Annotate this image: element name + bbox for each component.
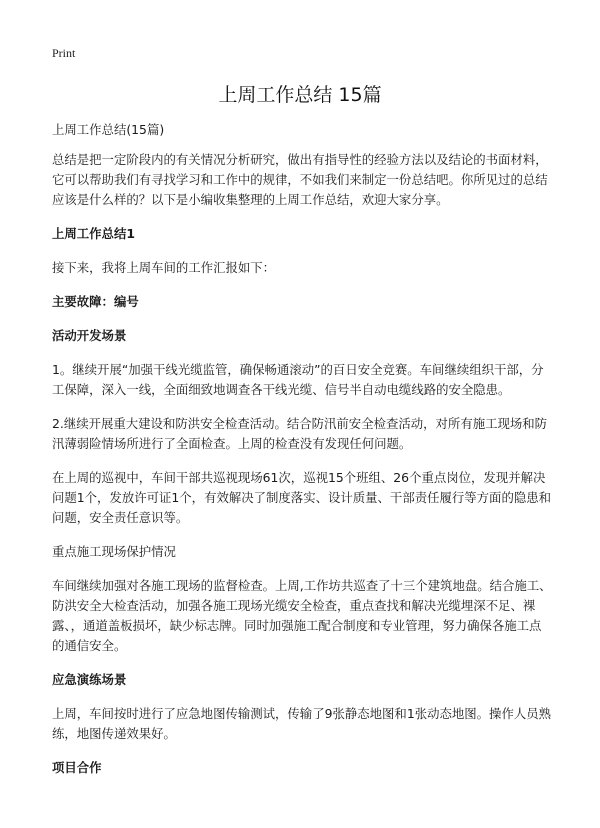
document-subtitle: 上周工作总结(15篇) xyxy=(52,122,165,137)
section-heading: 上周工作总结1 xyxy=(52,226,135,241)
activities-heading: 活动开发场景 xyxy=(52,328,127,343)
intro-paragraph: 总结是把一定阶段内的有关情况分析研究，做出有指导性的经验方法以及结论的书面材料，它可以帮助我们有寻找学习和工作中的规律，不如我们来制定一份总结吧。你所见过的总结应该是什么样的？以下是小编收集整理的上周工作总结，欢迎大家分享。 xyxy=(52,152,548,207)
drill-heading: 应急演练场景 xyxy=(52,672,127,687)
activity-paragraph-3: 在上周的巡视中，车间干部共巡视现场61次，巡视15个班组、26个重点岗位，发现并解决问题1个，发放许可证1个，有效解决了制度落实、设计质量、干部责任履行等方面的隐患和问题，安全责任意识等。 xyxy=(52,470,552,525)
protection-heading: 重点施工现场保护情况 xyxy=(52,544,176,559)
protection-paragraph: 车间继续加强对各施工现场的监督检查。上周,工作坊共巡查了十三个建筑地盘。结合施工、防洪安全大检查活动，加强各施工现场光缆安全检查，重点查找和解决光缆埋深不足、裸露、，通道盖板损坏，缺少标志牌。同时加强施工配合制度和专业管理，努力确保各施工点的通信安全。 xyxy=(52,578,552,653)
page-title: 上周工作总结 15篇 xyxy=(218,84,382,106)
drill-paragraph: 上周，车间按时进行了应急地图传输测试，传输了9张静态地图和1张动态地图。操作人员熟练，地图传递效果好。 xyxy=(52,706,552,741)
fault-heading: 主要故障：编号 xyxy=(52,294,139,309)
document-body xyxy=(52,120,552,792)
activity-paragraph-1: 1。继续开展“加强干线光缆监管，确保畅通滚动”的百日安全竞赛。车间继续组织干部，分工保障，深入一线，全面细致地调查各干线光缆、信号半自动电缆线路的安全隐患。 xyxy=(52,362,544,397)
lead-paragraph: 接下来，我将上周车间的工作汇报如下： xyxy=(52,260,276,275)
activity-paragraph-2: 2.继续开展重大建设和防洪安全检查活动。结合防汛前安全检查活动，对所有施工现场和防汛薄弱险情场所进行了全面检查。上周的检查没有发现任何问题。 xyxy=(52,416,548,451)
print-link[interactable]: Print xyxy=(52,46,76,60)
cooperation-heading: 项目合作 xyxy=(52,760,102,775)
